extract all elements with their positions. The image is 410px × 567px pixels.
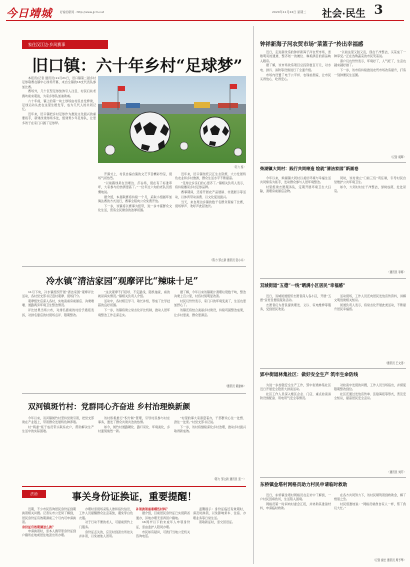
- paragraph: “村里的事大家商量着办，干部群众心往一处想、劲往一处使。”村党支部书记说。: [174, 416, 246, 425]
- divider: [260, 162, 406, 163]
- lead-col2: [98, 172, 172, 264]
- paragraph: 志愿者们为居民提供理发、义诊、家电维修等服务，受到居民欢迎。: [260, 303, 331, 312]
- paragraph: 赛场外，几个巨型足球装饰引人注目，村民们扶老携幼前来观战，为家乡球队加油助威。: [22, 89, 96, 98]
- paragraph: 赛事期间，还将开展农产品展销、非遗展示等活动，以体育带动消费、以文化促进振兴。: [175, 190, 246, 199]
- paragraph: 村民们纷纷表示，家门口的环境变美了，生活也更加舒心了。: [174, 299, 246, 308]
- lead-byline: （陈力 邹立新 通讯员 张小兵）: [209, 259, 246, 262]
- low-byline: （陈力 邹立新 通讯员 张一）: [212, 478, 246, 481]
- paragraph: 下一步，该镇将以赛事为纽带，进一步丰富群众文化生活，营造全民健身的浓厚氛围。: [98, 203, 172, 213]
- divider: [260, 278, 406, 279]
- right-a3-col2: [334, 294, 406, 360]
- section-rule: [22, 486, 246, 487]
- mid-col3: [174, 290, 246, 382]
- football-icon: [130, 112, 170, 152]
- paragraph: 本报讯(记者 通讯员)11月21日，旧口镇第二届乡村足球联赛在镇中心球场开幕，来自全镇的16支代表队参加比赛。: [22, 76, 96, 89]
- page-number: 3: [374, 3, 384, 18]
- paragraph: 观摩组先后深入各村，实地查看房前屋后、沟渠塘堰、道路两旁环境卫生整治情况。: [22, 299, 94, 308]
- paragraph: 社区工作人员深入辖区企业、门店，重点检查消防设施配备、用电用气安全等情况。: [260, 392, 331, 401]
- right-a4-col1: [260, 383, 331, 475]
- paragraph: 村“两委”班子成员带头联系农户，帮助解决生产生活中的实际困难。: [22, 425, 94, 434]
- right-a4-col2: [334, 383, 406, 469]
- paragraph: 今年以来，双河镇斑竹村坚持党建引领，把党支部建在产业链上，带领群众发展特色种养殖。: [22, 416, 94, 425]
- paragraph: 市场内设置了电子公平秤、农残检测室，让市民买得放心、吃得安心。: [260, 72, 331, 81]
- paragraph: 对检查中发现的问题，工作人员当场指出，并督促限期整改到位。: [334, 383, 406, 392]
- right-a2-byline: （通讯员 李婷）: [387, 271, 406, 274]
- paragraph: “足球让乡亲们的心更齐了。”镇相关负责人表示，将持续擦亮乡村足球品牌。: [175, 181, 246, 190]
- right-a5-headline: 东桥镇金塔村网格员助力村民申请临时救助: [260, 483, 348, 488]
- paragraph: 下一步，该村将继续深化乡村治理，推动乡村振兴取得新成效。: [174, 425, 246, 434]
- paragraph: 下一步，该市将持续推进农贸市场改造提升，打造一刻钟便民生活圈。: [334, 68, 406, 77]
- paragraph: 近期，不少市民咨询居民身份证到期换领相关问题。记者从市公安局了解到，居民身份证有效期满前三个月内可申请换领。: [22, 507, 76, 524]
- lead-headline: 旧口镇：六十年乡村“足球梦”: [32, 56, 243, 75]
- bottom-col3: [136, 507, 190, 565]
- paragraph: 活动现场，工作人员还向居民发放宣传资料，讲解文明创建相关知识。: [334, 294, 406, 303]
- paragraph: 当天，来自周边乡镇的数千名群众观看了比赛，现场掌声、欢呼声此起彼伏。: [175, 199, 246, 208]
- paragraph: 近日，走进新改造的钟祥新海子河农贸市场，宽敞明亮的通道、整齐划一的摊位、琳琅满目的商品映入眼帘。: [260, 50, 331, 63]
- lead-tag-text: 家住汉江边·乡风赛事: [28, 42, 66, 47]
- paragraph: 领取新证时，需交回旧证。: [199, 520, 236, 525]
- paragraph: 开幕式上，村民自编自演的文艺节目精彩纷呈，现场气氛热烈。: [98, 172, 172, 181]
- paragraph: 据介绍，目前居民身份证已实现跨省通办，异地办理无需再回户籍地。: [136, 511, 190, 520]
- bottom-col1: [22, 507, 76, 565]
- paragraph: 温馨提示：身份证临近有效期时，请及时换领，以免影响乘车、住宿、办理业务等日常生活。: [193, 507, 246, 520]
- paragraph: 网格员第一时间向村委会汇报，并协助其准备材料，申请临时救助。: [260, 502, 331, 511]
- paragraph: 为进一步加强安全生产工作，郢中街道林集社区近日开展安全隐患大排查活动。: [260, 383, 331, 392]
- paragraph: 对于行动不便的老人，可提前预约上门服务。: [79, 520, 133, 529]
- divider: [22, 266, 246, 267]
- mid-headline: 冷水镇“清洁家园”观摩评比“辣味十足”: [46, 277, 199, 287]
- paragraph: 今年以来，柴湖镇大同村以美好环境与幸福生活共同缔造为抓手，发动群众参与人居环境整治。: [260, 176, 331, 185]
- right-a1-col1: [260, 50, 331, 162]
- right-a2-headline: 柴湖镇大同村：践行共同缔造 绘就“清洁家园”新画卷: [260, 166, 359, 171]
- low-col2: [98, 416, 170, 484]
- masthead-rule: [6, 20, 404, 21]
- paragraph: 近日，东桥镇金塔村网格员在走访中了解到，一户村民因病致贫，生活陷入困境。: [260, 493, 331, 502]
- paragraph: 六十年前，镇上的第一块土球场由村民自发修建，足球运动从此在这里生根发芽，成为几代人的共同记忆。: [22, 98, 96, 112]
- masthead: [0, 0, 410, 22]
- lead-tag: [22, 40, 108, 49]
- masthead-date: 2020年11月24日 星期二: [272, 10, 307, 14]
- lead-col1: [22, 76, 96, 264]
- paragraph: 近日，双城街道组织志愿者深入各小区，开展“五德”宣传及便民服务活动。: [260, 294, 331, 303]
- paragraph: 据介绍，本届联赛将持续一个月，采取小组循环加淘汰赛的方式进行，赛事全程向公众免费开放。: [98, 194, 172, 203]
- right-a1-byline: （记者 胡辉）: [389, 156, 406, 159]
- paragraph: “以前踢球是在田埂边、打谷场，现在有了标准草坪，大家参与的热情更高了。”一位年过六旬的老队员感慨地说。: [98, 181, 172, 194]
- paragraph: 市民如有疑问，可拨打当地公安机关咨询电话。: [136, 529, 190, 538]
- right-a3-byline: （通讯员 王文涛）: [384, 362, 406, 365]
- paragraph: 该村积极推行“积分制”管理，引导村民参与村庄事务，激发了群众共建共治的热情。: [98, 416, 170, 425]
- paragraph: “以前这里又脏又乱，现在干净整洁，买菜成了一种享受。”正在选购蔬菜的市民笑着说。: [334, 50, 406, 59]
- masthead-logo: 今日靖城: [6, 7, 52, 20]
- subhead: 身份证有效期满怎么换？: [22, 524, 56, 529]
- paragraph: 16周岁以下的未成年人申领身份证，需由监护人陪同办理。: [136, 520, 190, 529]
- paragraph: 办理时需现场采集人像和指纹信息，工作人员提醒群众注意着装，避免穿白色衣服。: [79, 507, 133, 520]
- paragraph: 据了解，该市场改造项目总投资数百万元，对水电、排污、消防等设施进行了全面升级。: [260, 63, 331, 72]
- paragraph: 村里组建志愿服务队，定期开展环境卫生大扫除，清理房前屋后杂物。: [260, 185, 331, 194]
- lead-col3: [175, 172, 246, 258]
- paragraph: 评比结果当场公布，对排名靠前的村给予通报表扬，对排名靠后的村现场点评、限期整改。: [22, 308, 94, 317]
- paragraph: 商户们也纷纷表示，环境好了，人气旺了，生意也越来越好做了。: [334, 59, 406, 68]
- photo-scene: [98, 76, 246, 163]
- lead-photo-caption: （陈力 摄）: [232, 166, 246, 169]
- paragraph: 下一步，该镇将建立常态化评比机制，推动人居环境整治工作走深走实。: [98, 308, 170, 317]
- bottom-headline: 事关身份证换证，重要提醒！: [72, 492, 197, 503]
- paragraph: 据了解，今年以来该镇累计清理垃圾数千吨，整治沟渠上百公里，村容村貌明显改善。: [174, 290, 246, 299]
- paragraph: 在各方共同努力下，该村民顺利领到救助金，解了燃眉之急。: [334, 493, 406, 502]
- right-a3-col1: [260, 294, 331, 366]
- divider: [22, 393, 246, 394]
- mid-col2: [98, 290, 170, 390]
- mid-byline: （通讯员 黄建林）: [224, 385, 246, 388]
- right-a1-col2: [334, 50, 406, 154]
- paragraph: 活动中，各村相互学习、取长补短，形成了比学赶超的良好氛围。: [98, 299, 170, 308]
- bottom-tag: [22, 490, 46, 498]
- low-col1: [22, 416, 94, 484]
- right-a2-col1: [260, 176, 331, 276]
- paragraph: 该镇还将结合美丽乡村建设，持续巩固整治成果，让乡村更美、群众更满意。: [174, 308, 246, 317]
- football-icon: [200, 117, 230, 147]
- paragraph: 如今，大同村村庄干净整洁，绿树成荫，处处是景。: [334, 185, 406, 194]
- right-a1-headline: 钟祥新海子河农贸市场“菜篮子”拎出幸福感: [260, 42, 364, 48]
- right-a3-headline: 双城街道“五德”一线“晒满小区居民“幸福感”: [260, 284, 346, 289]
- divider: [260, 368, 406, 369]
- paragraph: 近年来，旧口镇把乡村足球作为推进文化振兴的重要抓手，新建改建球场多处，组建青少年足球队，让更多孩子在家门口圆了足球梦。: [22, 112, 96, 125]
- mid-col1: [22, 290, 94, 390]
- paragraph: 身份证丢失的，应及时到派出所挂失并补领，以免被他人冒用。: [79, 529, 133, 538]
- right-a4-headline: 郢中街道林集社区：做好安全生产 筑牢生命防线: [260, 373, 359, 378]
- right-a2-col2: [334, 176, 406, 268]
- bottom-col2: [79, 507, 133, 565]
- paragraph: 近年来，旧口镇依托汉江生态资源，大力发展特色农业和乡村旅游，群众生活水平不断提高。: [175, 172, 246, 181]
- paragraph: “这次观摩不打招呼、不定路线，随机抽查，看的就是真实情况。”镇相关负责人介绍。: [98, 290, 170, 299]
- paragraph: 同时，该村建立“门前三包”责任制，引导村民自觉维护公共环境卫生。: [334, 176, 406, 185]
- section-name: 社会·民生: [322, 9, 366, 20]
- right-a5-byline: （记者 谢长 通讯员 周予琴）: [372, 559, 406, 562]
- divider: [260, 477, 406, 478]
- masthead-slogan: 好看的新闻 · http://www.jjcm.net: [60, 10, 105, 14]
- column-separator: [253, 26, 254, 564]
- right-a5-col1: [260, 493, 331, 559]
- paragraph: 如今，斑竹村道路硬化、路灯亮化、环境美化，乡村面貌焕然一新。: [98, 425, 170, 434]
- paragraph: 村民感激地说：“网格员就像自家人一样，帮了我们大忙。”: [334, 502, 406, 511]
- low-col3: [174, 416, 246, 476]
- bottom-tag-text: 法治: [30, 492, 38, 496]
- paragraph: 街道负责人表示，将常态化开展此类活动，不断提升居民幸福感。: [334, 303, 406, 312]
- subhead: 补领换领需要哪些材料？: [136, 507, 170, 511]
- low-headline: 双河镇斑竹村：党群同心齐奋进 乡村治理焕新颜: [28, 402, 191, 411]
- right-a4-byline: （通讯员 刘芳）: [387, 471, 406, 474]
- right-a5-col2: [334, 493, 406, 553]
- paragraph: 社区还通过发放宣传单、张贴海报等形式，普及安全知识，提高居民安全意识。: [334, 392, 406, 401]
- paragraph: 11月下旬，冷水镇组织开展“清洁家园”观摩评比活动，各村党支部书记逐村观摩、现场打分。: [22, 290, 94, 299]
- bottom-col4: [193, 507, 246, 565]
- lead-photo: [98, 76, 246, 163]
- paragraph: 申请换领时，需本人携带原身份证到户籍所在地或居住地派出所办理。: [22, 529, 76, 538]
